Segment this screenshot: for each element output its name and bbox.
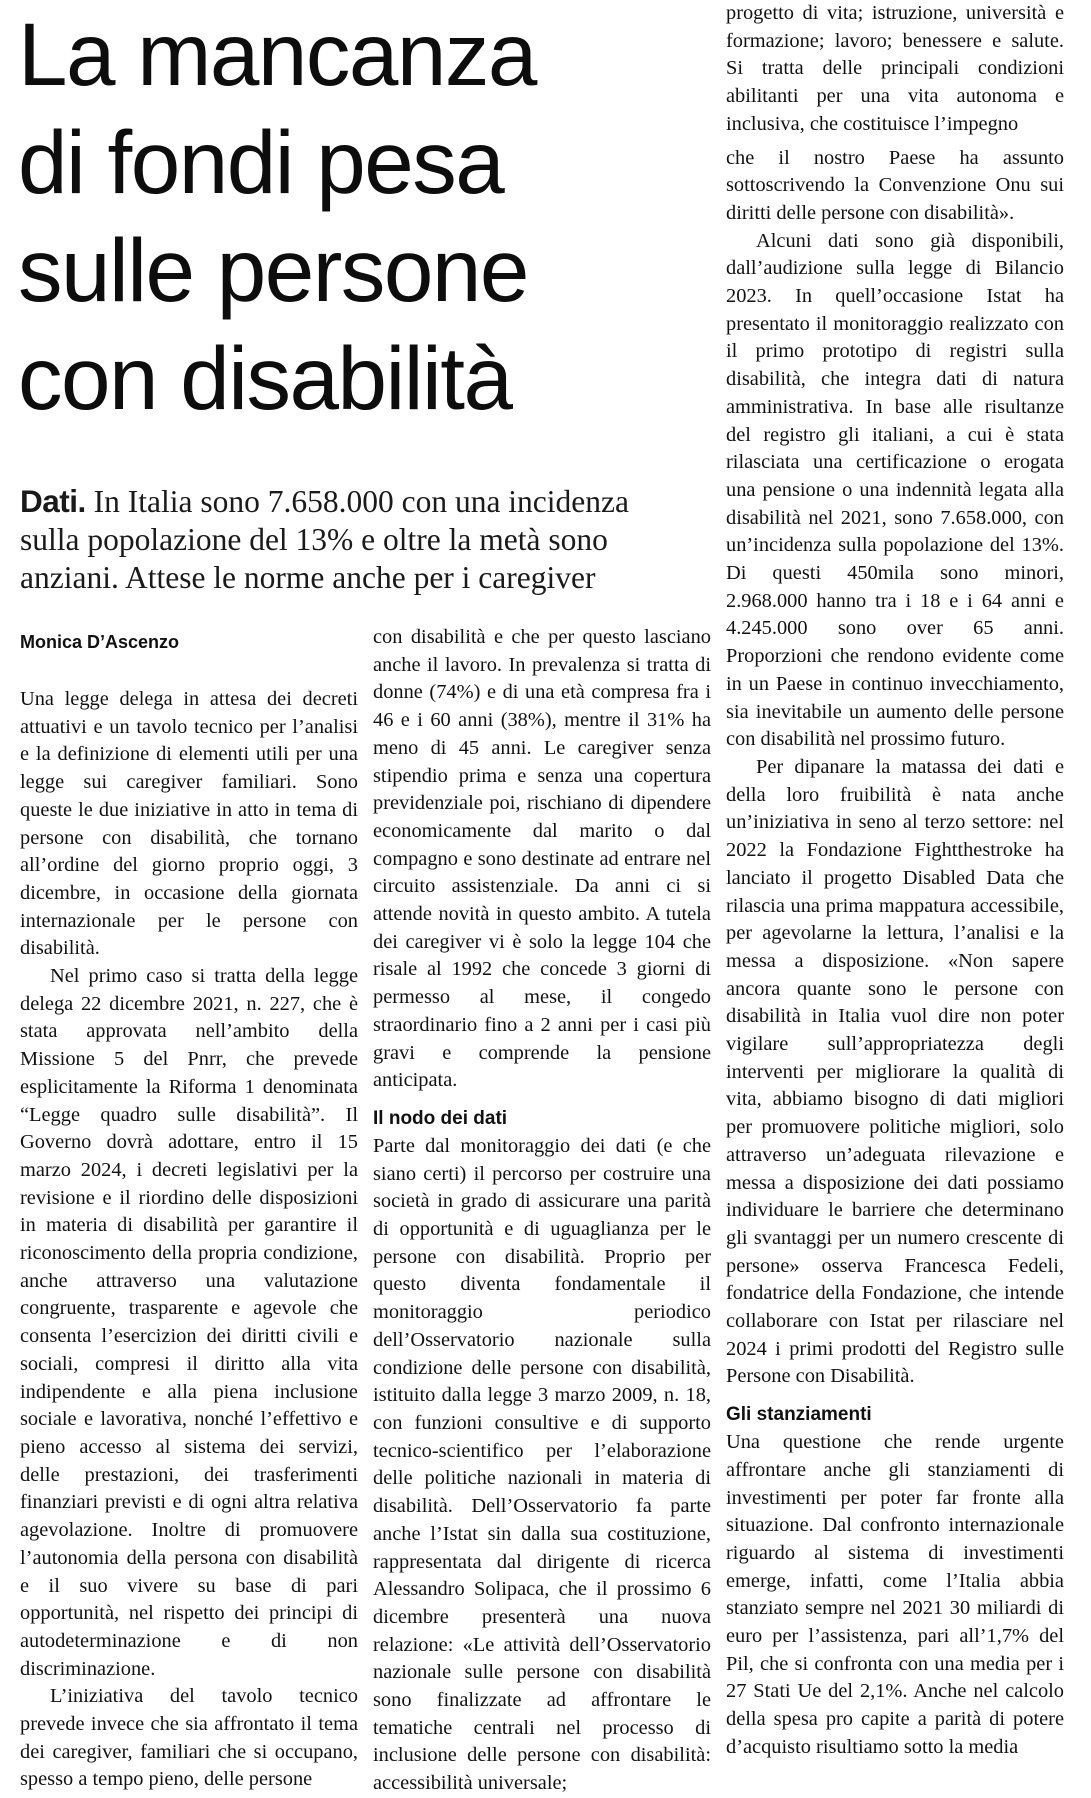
headline-line-2: di fondi pesa bbox=[18, 112, 504, 212]
subheadline-line-1-text: In Italia sono 7.658.000 con una incidenza bbox=[85, 484, 629, 519]
headline-line-1: La mancanza bbox=[18, 4, 536, 104]
subheadline-line-3: anziani. Attese le norme anche per i caregiver bbox=[20, 560, 596, 595]
section-heading-stanziamenti: Gli stanziamenti bbox=[726, 1404, 872, 1426]
section-heading-nodo-dei-dati: Il nodo dei dati bbox=[373, 1107, 508, 1129]
paragraph: con disabilità e che per questo lasciano anche il lavoro. In prevalenza si tratta di donne (74%) e di una età compresa fra i 46 e i 60 anni (38%), mentre il 31% ha meno di 45 anni. Le caregiver senza stipendio prima e senza una copertura previdenziale poi, rischiano di dipendere economicamente dal marito o dal compagno e sono destinate ad entrare nel circuito assistenziale. Da anni ci si attende novità in questo ambito. A tutela dei caregiver vi è solo la legge 104 che risale al 1992 che concede 3 giorni di permesso al mese, il congedo straordinario fino a 2 anni per i casi più gravi e comprende la pensione anticipata. bbox=[373, 626, 711, 1092]
byline: Monica D’Ascenzo bbox=[20, 632, 180, 652]
paragraph: progetto di vita; istruzione, università e formazione; lavoro; benessere e salute. Si tratta delle principali condizioni abilitanti per una vita autonoma e inclusiva, che costituisce l’impegno bbox=[726, 2, 1064, 135]
headline bbox=[18, 0, 718, 432]
paragraph: che il nostro Paese ha assunto sottoscrivendo la Convenzione Onu sui diritti delle persone con disabilità». bbox=[726, 146, 1064, 224]
subheadline bbox=[20, 482, 680, 597]
paragraph: Parte dal monitoraggio dei dati (e che siano certi) il percorso per costruire una società in grado di assicurare una parità di opportunità e di uguaglianza per le persone con disabilità. Proprio per questo diventa fondamentale il monitoraggio periodico dell’Osservatorio nazionale sulla condizione delle persone con disabilità, istituito dalla legge 3 marzo 2009, n. 18, con funzioni consultive e di supporto tecnico-scientifico per l’elaborazione delle politiche nazionali in materia di disabilità. Dell’Osservatorio fa parte anche l’Istat sin dalla sua costituzione, rappresentata dal dirigente di ricerca Alessandro Solipaca, che il prossimo 6 dicembre presenterà una nuova relazione: «Le attività dell’Osservatorio nazionale sulle persone con disabilità sono finalizzate ad affrontare le tematiche centrali nel processo di inclusione delle persone con disabilità: accessibilità universale; bbox=[373, 1134, 711, 1795]
headline-line-4: con disabilità bbox=[18, 328, 512, 428]
paragraph: L’iniziativa del tavolo tecnico prevede invece che sia affrontato il tema dei caregiver, familiari che si occupano, spesso a tempo pieno, delle persone bbox=[20, 1685, 358, 1791]
subheadline-line-1 bbox=[20, 482, 680, 521]
paragraph: Una questione che rende urgente affrontare anche gli stanziamenti di investimenti per poter far fronte alla situazione. Dal confronto internazionale riguardo al sistema di investimenti emerge, infatti, come l’Italia abbia stanziato sempre nel 2021 30 miliardi di euro per l’assistenza, pari all’1,7% del Pil, che si confronta con una media per i 27 Stati Ue del 2,1%. Anche nel calcolo della spesa pro capite a parità di potere d’acquisto risultiamo sotto la media bbox=[726, 1431, 1064, 1758]
paragraph: Nel primo caso si tratta della legge delega 22 dicembre 2021, n. 227, che è stata approvata nell’ambito della Missione 5 del Pnrr, che prevede esplicitamente la Riforma 1 denominata “Legge quadro sulle disabilità”. Il Governo dovrà adottare, entro il 15 marzo 2024, i decreti legislativi per la revisione e il riordino delle disposizioni in materia di disabilità per garantire il riconoscimento della propria condizione, anche attraverso una valutazione congruente, trasparente e agevole che consenta l’esercizion dei diritti civili e sociali, compresi il diritto alla vita indipendente e alla piena inclusione sociale e lavorativa, nonché l’effettivo e pieno accesso al sistema dei servizi, delle prestazioni, dei trasferimenti finanziari previsti e di ogni altra relativa agevolazione. Inoltre di promuovere l’autonomia della persona con disabilità e il suo vivere su base di pari opportunità, nel rispetto dei principi di autodeterminazione e di non discriminazione. bbox=[20, 965, 358, 1680]
article-column-3 bbox=[726, 0, 1064, 1762]
article-column-1 bbox=[20, 686, 358, 1794]
paragraph: Per dipanare la matassa dei dati e della loro fruibilità è nata anche un’iniziativa in seno al terzo settore: nel 2022 la Fondazione Fightthestroke ha lanciato il progetto Disabled Data che rilascia una prima mappatura accessibile, per agevolarne la lettura, l’analisi e la messa a disposizione. «Non sapere ancora quante sono le persone con disabilità in Italia vuol dire non poter vigilare sull’appropriatezza degli interventi per migliorare la qualità di vita, abbiamo bisogno di dati migliori per promuovere politiche migliori, solo attraverso un’adeguata rilevazione e messa a disposizione dei dati possiamo individuare le barriere che determinano gli svantaggi per un numero crescente di persone» osserva Francesca Fedeli, fondatrice della Fondazione, che intende collaborare con Istat per rilasciare nel 2024 i primi prodotti del Registro sulle Persone con Disabilità. bbox=[726, 755, 1064, 1388]
article-column-2 bbox=[373, 624, 711, 1798]
paragraph: Alcuni dati sono già disponibili, dall’audizione sulla legge di Bilancio 2023. In quell’occasione Istat ha presentato il monitoraggio realizzato con il primo prototipo di registri sulla disabilità, che integra dati di natura amministrativa. In base alle risultanze del registro gli italiani, a cui è stata rilasciata una certificazione o erogata una pensione o una indennità legata alla disabilità nel 2021, sono 7.658.000, con un’incidenza sulla popolazione del 13%. Di questi 450mila sono minori, 2.968.000 hanno tra i 18 e i 64 anni e 4.245.000 sono over 65 anni. Proporzioni che rendono evidente come in un Paese in continuo invecchiamento, sia inevitabile un aumento delle persone con disabilità nel prossimo futuro. bbox=[726, 229, 1064, 751]
subheadline-line-2: sulla popolazione del 13% e oltre la metà sono bbox=[20, 522, 608, 557]
paragraph: Una legge delega in attesa dei decreti attuativi e un tavolo tecnico per l’analisi e la definizione di elementi utili per una legge sui caregiver familiari. Sono queste le due iniziative in atto in tema di persone con disabilità, che tornano all’ordine del giorno proprio oggi, 3 dicembre, in occasione della giornata internazionale per le persone con disabilità. bbox=[20, 688, 358, 960]
headline-line-3: sulle persone bbox=[18, 220, 528, 320]
subheadline-lead: Dati. bbox=[20, 483, 86, 519]
